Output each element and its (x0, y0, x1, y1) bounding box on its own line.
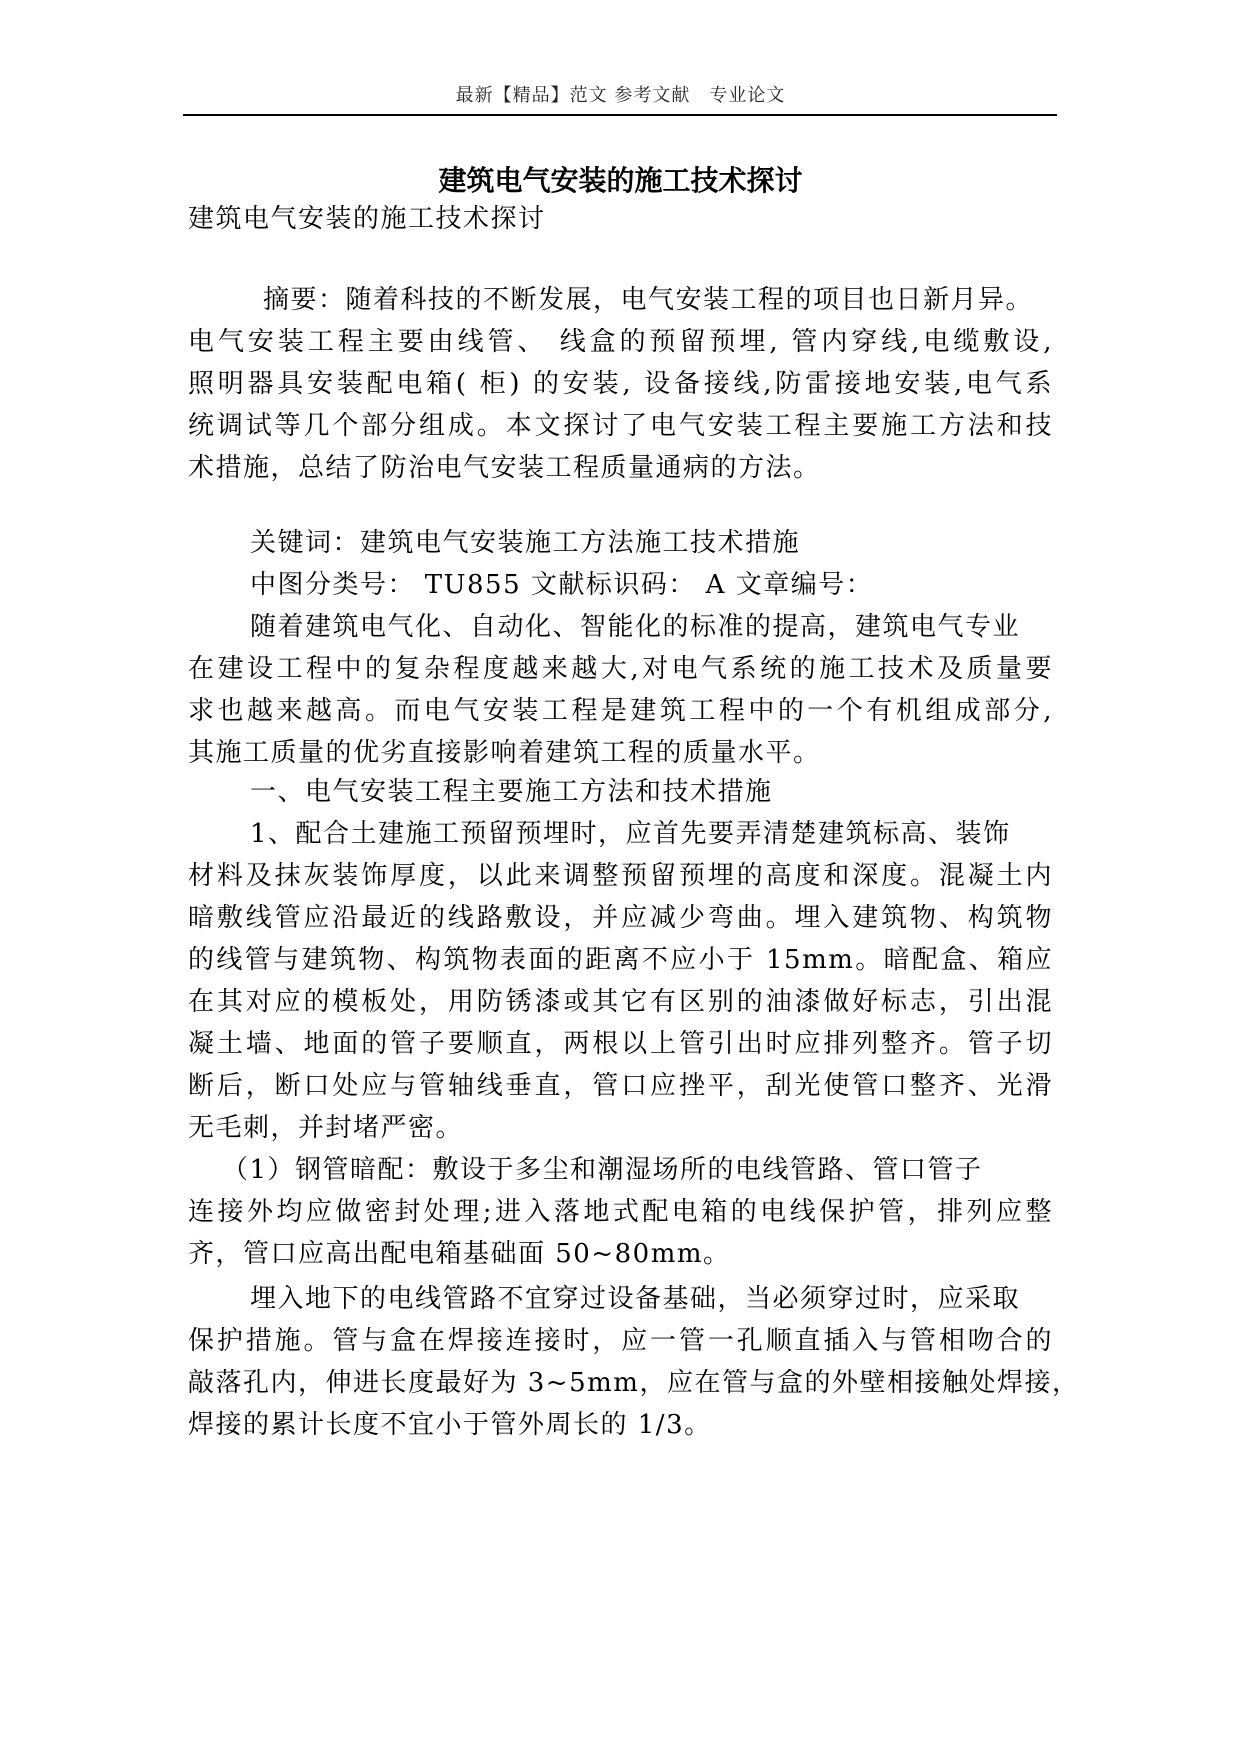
para2-line: 埋入地下的电线管路不宜穿过设备基础，当必须穿过时，应采取 (250, 1284, 1021, 1314)
item1-line: 暗敷线管应沿最近的线路敷设，并应减少弯曲。埋入建筑物、构筑物 (188, 903, 1053, 933)
sub1-line: 齐，管口应高出配电箱基础面 50~80mm。 (188, 1239, 731, 1269)
classification-line: 中图分类号： TU855 文献标识码： A 文章编号： (250, 570, 874, 600)
item1-line: 材料及抹灰装饰厚度，以此来调整预留预埋的高度和深度。混凝土内 (188, 861, 1053, 891)
para2-line: 保护措施。管与盒在焊接连接时，应一管一孔顺直插入与管相吻合的 (188, 1326, 1053, 1356)
header-rule (183, 114, 1057, 116)
page-header: 最新【精品】范文 参考文献 专业论文 (455, 85, 786, 106)
section-heading: 一、电气安装工程主要施工方法和技术措施 (250, 777, 773, 807)
subtitle: 建筑电气安装的施工技术探讨 (188, 204, 546, 234)
keywords: 关键词：建筑电气安装施工方法施工技术措施 (250, 528, 801, 558)
document-title: 建筑电气安装的施工技术探讨 (438, 164, 803, 197)
sub1-line: 连接外均应做密封处理;进入落地式配电箱的电线保护管，排列应整 (188, 1197, 1053, 1227)
intro-line: 在建设工程中的复杂程度越来越大,对电气系统的施工技术及质量要 (188, 654, 1053, 684)
abstract-line: 电气安装工程主要由线管、 线盒的预留预埋, 管内穿线,电缆敷设, (188, 327, 1053, 357)
item1-line: 1、配合土建施工预留预埋时，应首先要弄清楚建筑标高、装饰 (250, 819, 1011, 849)
item1-line: 在其对应的模板处，用防锈漆或其它有区别的油漆做好标志，引出混 (188, 987, 1053, 1017)
para2-line: 焊接的累计长度不宜小于管外周长的 1/3。 (188, 1410, 712, 1440)
item1-line: 凝土墙、地面的管子要顺直，两根以上管引出时应排列整齐。管子切 (188, 1029, 1053, 1059)
abstract-line: 摘要：随着科技的不断发展，电气安装工程的项目也日新月异。 (263, 285, 1034, 315)
intro-line: 求也越来越高。而电气安装工程是建筑工程中的一个有机组成部分, (188, 696, 1053, 726)
intro-line: 随着建筑电气化、自动化、智能化的标准的提高，建筑电气专业 (250, 612, 1021, 642)
abstract-line: 统调试等几个部分组成。本文探讨了电气安装工程主要施工方法和技 (188, 411, 1053, 441)
item1-line: 断后，断口处应与管轴线垂直，管口应挫平，刮光使管口整齐、光滑 (188, 1071, 1053, 1101)
abstract-line: 照明器具安装配电箱( 柜) 的安装, 设备接线,防雷接地安装,电气系 (188, 369, 1053, 399)
para2-line: 敲落孔内，伸进长度最好为 3~5mm，应在管与盒的外壁相接触处焊接， (188, 1368, 1080, 1398)
intro-line: 其施工质量的优劣直接影响着建筑工程的质量水平。 (188, 738, 821, 768)
sub1-line: （1）钢管暗配：敷设于多尘和潮湿场所的电线管路、管口管子 (222, 1155, 983, 1185)
item1-line: 的线管与建筑物、构筑物表面的距离不应小于 15mm。暗配盒、箱应 (188, 945, 1053, 975)
item1-line: 无毛刺，并封堵严密。 (188, 1113, 464, 1143)
abstract-line: 术措施，总结了防治电气安装工程质量通病的方法。 (188, 453, 821, 483)
